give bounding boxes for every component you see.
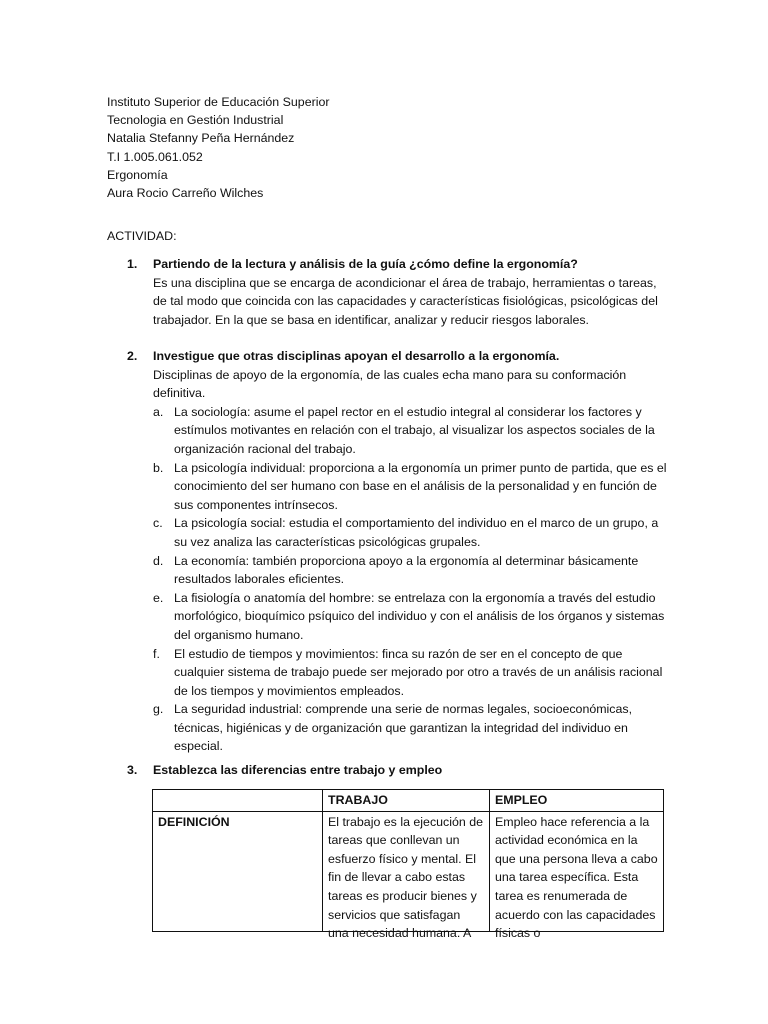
question-1 — [107, 255, 667, 329]
table-header-row — [153, 790, 664, 812]
student-name: Natalia Stefanny Peña Hernández — [107, 131, 295, 146]
list-item-text: La seguridad industrial: comprende una serie de normas legales, socioeconómicas, técnicas, higiénicas y de organización que garantizan la integridad del individuo en especial. — [174, 702, 633, 754]
list-item-letter: a. — [153, 404, 164, 419]
instructor-name: Aura Rocio Carreño Wilches — [107, 185, 264, 200]
course-name: Ergonomía — [107, 167, 168, 182]
table-header-empty — [153, 790, 323, 812]
list-item-letter: g. — [153, 702, 164, 717]
list-item-text: La sociología: asume el papel rector en el estudio integral al considerar los factores y estímulos motivantes en relación con el trabajo, al visualizar los aspectos sociales de la organización racional del trabajo. — [174, 404, 655, 456]
document-header — [107, 93, 667, 202]
question-2-intro: Disciplinas de apoyo de la ergonomía, de las cuales echa mano para su conformación definitiva. — [153, 367, 627, 401]
table-header-empleo: EMPLEO — [490, 790, 664, 812]
question-1-title: Partiendo de la lectura y análisis de la guía ¿cómo define la ergonomía? — [153, 257, 578, 271]
list-item — [107, 514, 667, 551]
list-item — [107, 552, 667, 589]
list-item-text: El estudio de tiempos y movimientos: finca su razón de ser en el concepto de que cualquier sistema de trabajo puede ser mejorado por otro a través de un análisis racional de los tiempos y movimientos empleados. — [174, 646, 663, 698]
list-item-text: La psicología individual: proporciona a la ergonomía un primer punto de partida, que es el conocimiento del ser humano con base en el análisis de la personalidad y en función de sus componentes intrínsecos. — [174, 460, 667, 512]
question-2 — [107, 347, 667, 756]
table-cell-empleo — [490, 811, 664, 941]
list-item — [107, 589, 667, 645]
list-item-letter: c. — [153, 516, 163, 531]
question-1-number: 1. — [127, 257, 138, 271]
table-row — [153, 811, 664, 931]
list-item-letter: e. — [153, 590, 164, 605]
question-3 — [107, 761, 667, 780]
list-item-letter: d. — [153, 553, 164, 568]
question-3-title: Establezca las diferencias entre trabajo y empleo — [153, 763, 443, 777]
table-row-label: DEFINICIÓN — [153, 811, 323, 931]
institution-name: Instituto Superior de Educación Superior — [107, 95, 330, 109]
question-2-title-row — [107, 347, 667, 366]
differences-table — [152, 789, 664, 941]
table-cell-trabajo — [323, 811, 490, 941]
list-item-text: La economía: también proporciona apoyo a la ergonomía al determinar básicamente resultados laborales eficientes. — [174, 553, 639, 587]
list-item-letter: f. — [153, 646, 160, 661]
question-2-title: Investigue que otras disciplinas apoyan el desarrollo a la ergonomía. — [153, 349, 560, 363]
list-item-text: La psicología social: estudia el comportamiento del individuo en el marco de un grupo, a su vez analiza las características psicológicas grupales. — [174, 516, 659, 549]
activity-heading: ACTIVIDAD: — [107, 229, 177, 243]
program-name: Tecnologia en Gestión Industrial — [107, 113, 284, 128]
question-2-number: 2. — [127, 349, 138, 363]
list-item — [107, 645, 667, 701]
list-item — [107, 459, 667, 515]
empleo-definition: Empleo hace referencia a la actividad económica en la que una persona lleva a cabo una tarea específica. Esta tarea es renumerada de acuerdo con las capacidades físicas o — [495, 814, 658, 941]
list-item — [107, 403, 667, 459]
list-item-letter: b. — [153, 460, 164, 475]
question-3-title-row — [107, 761, 667, 780]
trabajo-definition: El trabajo es la ejecución de tareas que conllevan un esfuerzo físico y mental. El fin de llevar a cabo estas tareas es producir bienes y servicios que satisfagan una necesidad humana. A — [328, 814, 483, 941]
question-3-number: 3. — [127, 763, 138, 777]
list-item-text: La fisiología o anatomía del hombre: se entrelaza con la ergonomía a través del estudio morfológico, bioquímico psíquico del individuo y con el análisis de los órganos y sistemas del organismo humano. — [174, 590, 665, 642]
table-header-trabajo: TRABAJO — [323, 790, 490, 812]
list-item — [107, 700, 667, 756]
student-id: T.I 1.005.061.052 — [107, 149, 203, 164]
question-1-answer: Es una disciplina que se encarga de acondicionar el área de trabajo, herramientas o tareas, de tal modo que coincida con las capacidades y características fisiológicas, psicológicas del trabajador. En la que se basa en identificar, analizar y reducir riesgos laborales. — [153, 275, 658, 327]
question-1-title-row — [107, 255, 667, 274]
